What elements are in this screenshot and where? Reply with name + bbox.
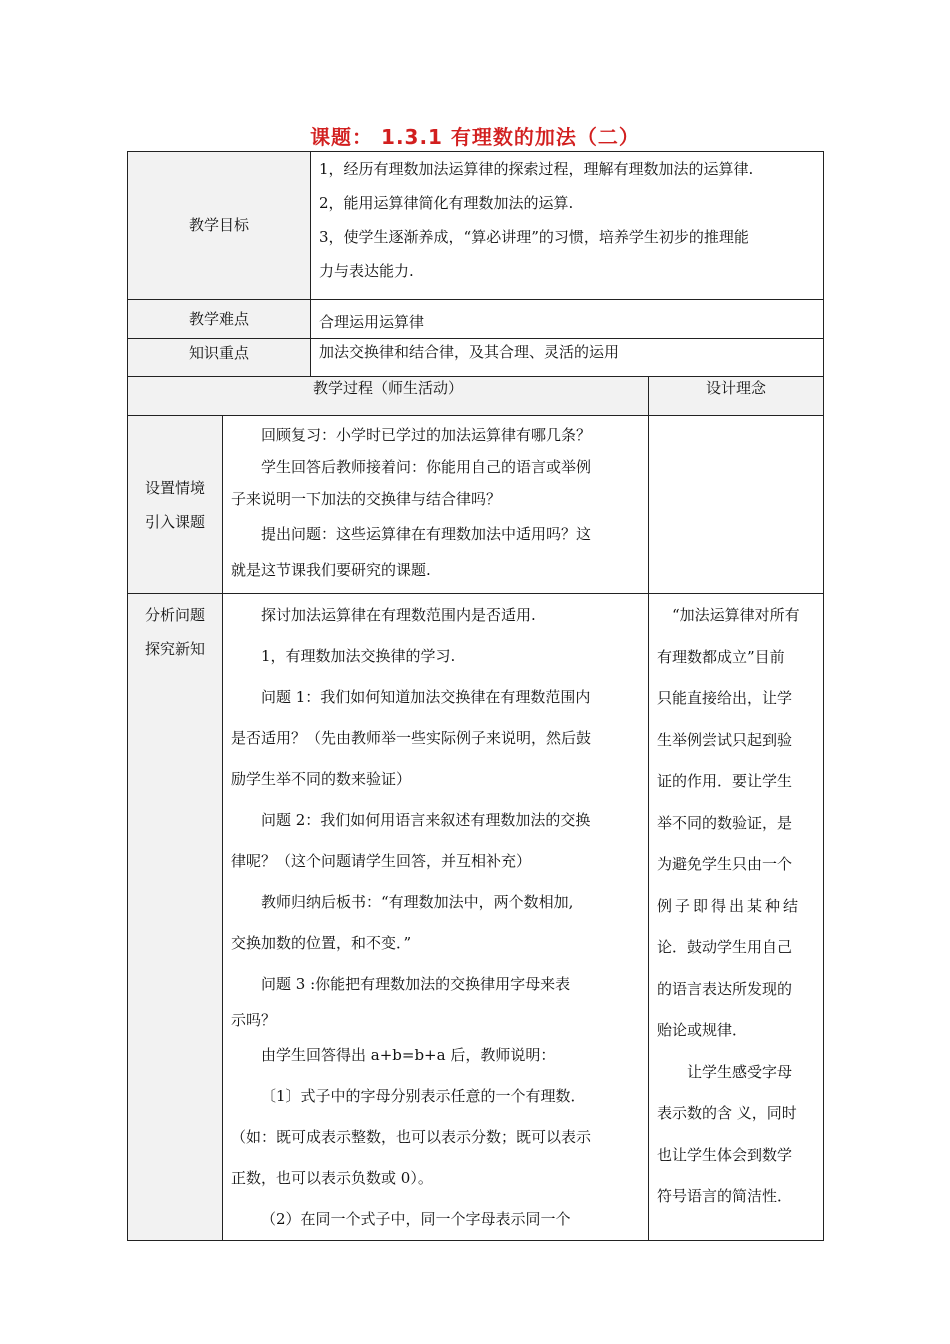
concept-line: “加法运算律对所有 bbox=[672, 606, 800, 624]
section2-line: 律呢？（这个问题请学生回答，并互相补充） bbox=[231, 852, 532, 870]
section2-concept bbox=[649, 594, 824, 1241]
section1-content bbox=[223, 416, 649, 594]
concept-line: 让学生感受字母 bbox=[687, 1062, 793, 1081]
concept-line: 生举例尝试只起到验 bbox=[657, 730, 793, 749]
section2-label-line: 探究新知 bbox=[144, 640, 205, 658]
section2-content bbox=[223, 594, 649, 1241]
concept-line: 只能直接给出，让学 bbox=[657, 689, 793, 707]
concept-line: 也让学生体会到数学 bbox=[657, 1145, 793, 1164]
section2-label bbox=[128, 594, 223, 1241]
section2-line: 问题 3 :你能把有理数加法的交换律用字母来表 bbox=[261, 975, 571, 993]
difficulty-row bbox=[128, 300, 824, 339]
concept-line: 的语言表达所发现的 bbox=[657, 979, 793, 998]
section1-line: 就是这节课我们要研究的课题. bbox=[231, 561, 431, 579]
section2-line: （如：既可成表示整数，也可以表示分数；既可以表示 bbox=[231, 1128, 592, 1146]
section2-line: 〔1〕式子中的字母分别表示任意的一个有理数． bbox=[261, 1087, 586, 1105]
section1-row bbox=[128, 416, 824, 594]
section2-line: 1，有理数加法交换律的学习. bbox=[261, 647, 456, 665]
objective-item: 1，经历有理数加法运算律的探索过程，理解有理数加法的运算律. bbox=[319, 160, 754, 178]
objective-item: 力与表达能力. bbox=[319, 262, 414, 280]
objective-item: 2，能用运算律简化有理数加法的运算. bbox=[319, 194, 574, 212]
process-header-row bbox=[128, 377, 824, 416]
section2-label-line: 分析问题 bbox=[144, 606, 205, 624]
concept-line: 举不同的数验证，是 bbox=[657, 813, 793, 832]
lesson-title: 课题： 1.3.1 有理数的加法（二） bbox=[310, 125, 640, 149]
section2-line: 正数，也可以表示负数或 0）。 bbox=[231, 1169, 433, 1187]
concept-line: 证的作用．要让学生 bbox=[657, 772, 793, 790]
section2-line: 问题 2：我们如何用语言来叙述有理数加法的交换 bbox=[261, 811, 591, 829]
concept-line: 表示数的含 义，同时 bbox=[657, 1104, 797, 1122]
concept-line: 例子即得出某种结 bbox=[657, 896, 802, 915]
section1-label bbox=[128, 416, 223, 594]
section1-line: 回顾复习：小学时已学过的加法运算律有哪几条？ bbox=[261, 426, 592, 444]
concept-header: 设计理念 bbox=[649, 377, 824, 416]
section1-line: 学生回答后教师接着问：你能用自己的语言或举例 bbox=[261, 458, 592, 476]
section1-label-line: 设置情境 bbox=[144, 478, 205, 497]
concept-line: 有理数都成立”目前 bbox=[657, 647, 785, 666]
keypoint-row bbox=[128, 339, 824, 377]
section2-line: 示吗？ bbox=[231, 1011, 277, 1029]
section1-concept bbox=[649, 416, 824, 594]
section1-label-line: 引入课题 bbox=[144, 512, 205, 531]
section2-line: 是否适用？（先由教师举一些实际例子来说明，然后鼓 bbox=[231, 729, 592, 747]
lesson-plan-table bbox=[127, 151, 824, 1241]
keypoint-label: 知识重点 bbox=[128, 339, 311, 377]
section1-line: 子来说明一下加法的交换律与结合律吗？ bbox=[231, 490, 502, 508]
section1-line: 提出问题：这些运算律在有理数加法中适用吗？这 bbox=[261, 525, 592, 543]
concept-line: 论．鼓动学生用自己 bbox=[657, 938, 793, 956]
concept-line: 为避免学生只由一个 bbox=[657, 855, 793, 873]
section2-line: 励学生举不同的数来验证） bbox=[231, 770, 412, 788]
concept-line: 符号语言的简洁性． bbox=[657, 1187, 793, 1205]
keypoint-content: 加法交换律和结合律，及其合理、灵活的运用 bbox=[311, 339, 824, 377]
difficulty-label: 教学难点 bbox=[128, 300, 311, 339]
section2-line: 交换加数的位置，和不变．” bbox=[231, 934, 412, 952]
objective-item: 3，使学生逐渐养成，“算必讲理”的习惯，培养学生初步的推理能 bbox=[319, 228, 749, 246]
section2-line: （2）在同一个式子中，同一个字母表示同一个 bbox=[261, 1210, 571, 1228]
section2-line: 问题 1：我们如何知道加法交换律在有理数范围内 bbox=[261, 688, 591, 706]
section2-line: 教师归纳后板书：“有理数加法中，两个数相加, bbox=[261, 893, 574, 911]
objectives-row bbox=[128, 152, 824, 300]
objectives-label: 教学目标 bbox=[128, 152, 311, 300]
difficulty-content: 合理运用运算律 bbox=[311, 300, 824, 339]
concept-line: 贻论或规律． bbox=[657, 1021, 748, 1039]
section2-line: 探讨加法运算律在有理数范围内是否适用. bbox=[261, 606, 536, 624]
section2-line: 由学生回答得出 a+b=b+a 后，教师说明： bbox=[261, 1046, 556, 1064]
process-header: 教学过程（师生活动） bbox=[128, 377, 649, 416]
objectives-content bbox=[311, 152, 824, 300]
section2-row bbox=[128, 594, 824, 1241]
